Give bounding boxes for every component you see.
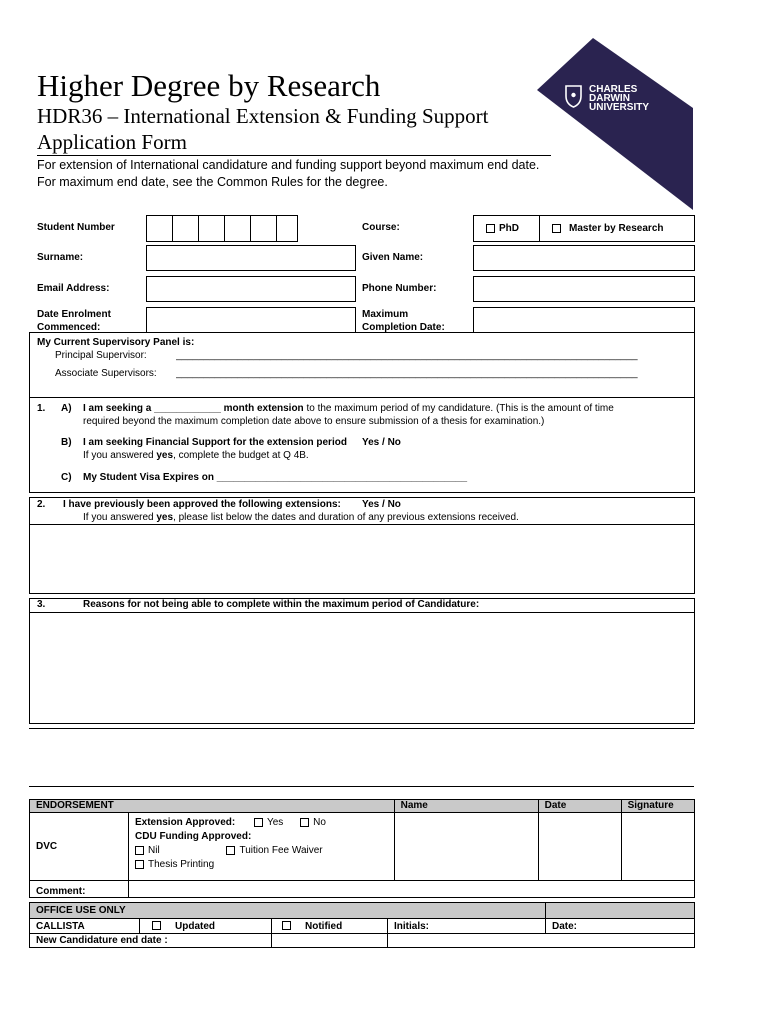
course-options xyxy=(473,215,695,242)
dvc-name-cell[interactable] xyxy=(394,813,538,881)
office-use-blank xyxy=(546,903,695,919)
comment-field[interactable] xyxy=(129,881,695,898)
extension-yes-checkbox[interactable] xyxy=(254,818,263,827)
q3-text: Reasons for not being able to complete within the maximum period of Candidature: xyxy=(83,599,480,610)
updated-option[interactable]: Updated xyxy=(140,919,272,934)
tuition-option[interactable]: Tuition Fee Waiver xyxy=(226,845,322,856)
course-label: Course: xyxy=(362,222,400,233)
student-number-label: Student Number xyxy=(37,222,115,233)
q1b-label: B) xyxy=(61,437,72,448)
master-checkbox[interactable] xyxy=(552,224,561,233)
university-logo xyxy=(537,38,697,210)
dvc-approval-cell: Extension Approved: Yes No CDU Funding Approved: Nil Tuition Fee Waiver Thesis Printing xyxy=(129,813,395,881)
q1a-label: A) xyxy=(61,403,72,414)
logo-line-3: UNIVERSITY xyxy=(589,102,650,113)
intro-line-2: For maximum end date, see the Common Rules for the degree. xyxy=(37,175,388,189)
phone-label: Phone Number: xyxy=(362,283,437,294)
q1-number: 1. xyxy=(37,403,46,414)
q1b-text: I am seeking Financial Support for the extension period xyxy=(83,437,347,448)
intro-line-1: For extension of International candidature and funding support beyond maximum end date. xyxy=(37,158,540,172)
office-use-table xyxy=(29,902,695,948)
supervisory-panel-section xyxy=(29,332,695,398)
extension-no-checkbox[interactable] xyxy=(300,818,309,827)
surname-label: Surname: xyxy=(37,252,84,263)
thesis-checkbox[interactable] xyxy=(135,860,144,869)
divider-line xyxy=(29,786,694,787)
q1b-instruction: If you answered yes, complete the budget at Q 4B. xyxy=(83,450,309,461)
notified-checkbox[interactable] xyxy=(282,921,291,930)
form-intro xyxy=(37,157,539,191)
dvc-date-cell[interactable] xyxy=(538,813,621,881)
q1a-text: I am seeking a ____________ month extension to the maximum period of my candidature. (This is the amount of time xyxy=(83,403,614,414)
new-end-date-extra[interactable] xyxy=(388,934,695,948)
phd-checkbox[interactable] xyxy=(486,224,495,233)
panel-heading: My Current Supervisory Panel is: xyxy=(37,337,195,348)
phone-input[interactable] xyxy=(473,276,695,302)
title-divider xyxy=(37,155,551,156)
new-end-date-label: New Candidature end date : xyxy=(30,934,272,948)
endorsement-title: ENDORSEMENT xyxy=(30,800,395,813)
student-number-digit[interactable] xyxy=(198,215,225,242)
given-name-input[interactable] xyxy=(473,245,695,271)
student-number-digit[interactable] xyxy=(172,215,199,242)
phd-option[interactable]: PhD xyxy=(474,216,540,241)
associate-supervisors-label: Associate Supervisors: xyxy=(55,368,157,379)
funding-approved-label: CDU Funding Approved: xyxy=(135,831,252,842)
principal-supervisor-label: Principal Supervisor: xyxy=(55,350,147,361)
student-number-digit[interactable] xyxy=(224,215,251,242)
extension-yes-option[interactable]: Yes xyxy=(254,817,283,828)
date-header: Date xyxy=(538,800,621,813)
divider-line xyxy=(29,728,694,729)
updated-checkbox[interactable] xyxy=(152,921,161,930)
master-option[interactable]: Master by Research xyxy=(540,216,664,241)
q2-text: I have previously been approved the following extensions: xyxy=(63,499,341,510)
student-number-digit[interactable] xyxy=(276,215,298,242)
q2-yes-no[interactable]: Yes / No xyxy=(362,499,401,510)
student-number-field[interactable] xyxy=(146,215,298,242)
form-title: Higher Degree by Research xyxy=(37,68,381,103)
date-enrolment-input[interactable] xyxy=(146,307,356,333)
q1b-yes-no[interactable]: Yes / No xyxy=(362,437,401,448)
form-subtitle: HDR36 – International Extension & Funding Support Application Form xyxy=(37,104,489,154)
q2-answer-area[interactable] xyxy=(29,524,695,594)
dvc-signature-cell[interactable] xyxy=(621,813,694,881)
surname-input[interactable] xyxy=(146,245,356,271)
associate-supervisors-line[interactable]: ___________________________________________________________________________________ xyxy=(176,368,638,379)
office-use-title: OFFICE USE ONLY xyxy=(30,903,546,919)
dvc-label: DVC xyxy=(30,813,129,881)
office-date-field[interactable]: Date: xyxy=(546,919,695,934)
date-enrolment-label: Date Enrolment Commenced: xyxy=(37,309,111,333)
q3-number: 3. xyxy=(37,599,46,610)
initials-field[interactable]: Initials: xyxy=(388,919,546,934)
question-1-section xyxy=(29,397,695,493)
q1a-text-2: required beyond the maximum completion date above to ensure submission of a thesis for examination.) xyxy=(83,416,545,427)
q3-answer-area[interactable] xyxy=(29,612,695,724)
thesis-option[interactable]: Thesis Printing xyxy=(135,858,388,872)
max-completion-label: Maximum Completion Date: xyxy=(362,309,445,333)
tuition-checkbox[interactable] xyxy=(226,846,235,855)
logo-banner xyxy=(537,38,697,210)
nil-checkbox[interactable] xyxy=(135,846,144,855)
q2-instruction: If you answered yes, please list below the dates and duration of any previous extensions received. xyxy=(83,512,519,523)
new-end-date-field[interactable] xyxy=(272,934,388,948)
signature-header: Signature xyxy=(621,800,694,813)
q2-number: 2. xyxy=(37,499,46,510)
q1c-visa-expiry[interactable]: My Student Visa Expires on _____________________________________________ xyxy=(83,472,468,483)
email-input[interactable] xyxy=(146,276,356,302)
endorsement-table xyxy=(29,799,695,898)
logo-line-2: DARWIN xyxy=(589,93,630,104)
q1c-label: C) xyxy=(61,472,72,483)
callista-label: CALLISTA xyxy=(30,919,140,934)
logo-line-1: CHARLES xyxy=(589,84,638,95)
student-number-digit[interactable] xyxy=(250,215,277,242)
email-label: Email Address: xyxy=(37,283,110,294)
name-header: Name xyxy=(394,800,538,813)
principal-supervisor-line[interactable]: ___________________________________________________________________________________ xyxy=(176,350,638,361)
question-2-header xyxy=(29,497,695,525)
notified-option[interactable]: Notified xyxy=(272,919,388,934)
student-number-digit[interactable] xyxy=(146,215,173,242)
max-completion-input[interactable] xyxy=(473,307,695,333)
nil-option[interactable]: Nil xyxy=(135,845,160,856)
extension-no-option[interactable]: No xyxy=(300,817,326,828)
question-3-header xyxy=(29,598,695,613)
comment-label: Comment: xyxy=(30,881,129,898)
given-name-label: Given Name: xyxy=(362,252,424,263)
